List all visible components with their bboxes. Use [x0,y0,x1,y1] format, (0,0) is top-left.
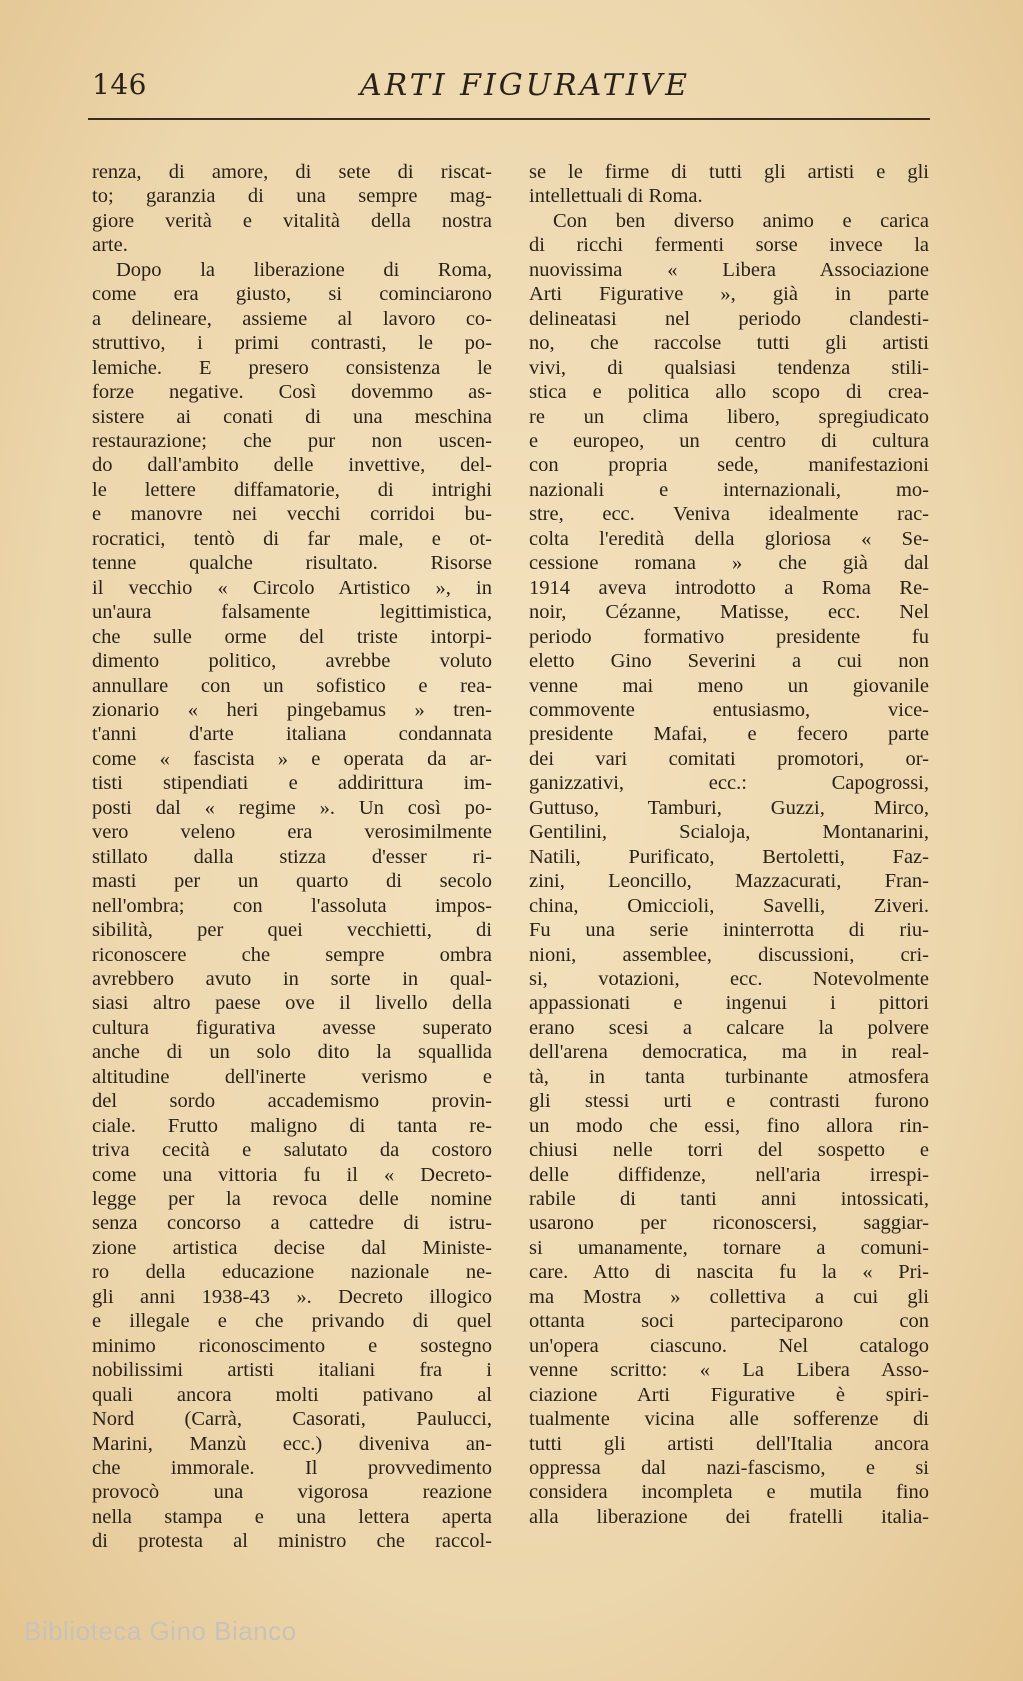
text-line: Marini, Manzù ecc.) diveniva an- [92,1432,492,1455]
text-line: tenne qualche risultato. Risorse [92,552,492,575]
text-line: annullare con un sofistico e rea- [92,674,492,697]
text-line: considera incompleta e mutila fino [529,1481,929,1504]
text-line: ro della educazione nazionale ne- [92,1261,492,1284]
text-line: sistere ai conati di una meschina [92,405,492,428]
text-line: struttivo, i primi contrasti, le po- [92,332,492,355]
page-number: 146 [92,68,147,101]
text-line: di ricchi fermenti sorse invece la [529,234,929,257]
text-line: renza, di amore, di sete di riscat- [92,161,492,183]
text-line: stillato dalla stizza d'esser ri- [92,845,492,868]
text-line: le lettere diffamatorie, di intrighi [92,478,492,501]
text-line: china, Omiccioli, Savelli, Ziveri. [529,894,929,917]
text-line: un modo che essi, fino allora rin- [529,1114,929,1137]
text-line: rabile di tanti anni intossicati, [529,1188,929,1211]
text-line: dell'arena democratica, ma in real- [529,1041,929,1064]
text-line: ciazione Arti Figurative è spiri- [529,1383,929,1406]
right-text-column [529,160,929,1529]
text-line: arte. [92,234,128,257]
text-line: nuovissima « Libera Associazione [529,258,929,281]
text-line: do dall'ambito delle invettive, del- [92,454,492,477]
text-line: venne mai meno un giovanile [529,674,929,697]
text-line: nazionali e internazionali, mo- [529,478,929,501]
text-line: ciale. Frutto maligno di tanta re- [92,1114,492,1137]
text-line: con propria sede, manifestazioni [529,454,929,477]
text-line: anche di un solo dito la squallida [92,1041,492,1064]
text-line: tisti stipendiati e addirittura im- [92,772,492,795]
text-line: a delineare, assieme al lavoro co- [92,307,492,330]
text-line: noir, Cézanne, Matisse, ecc. Nel [529,601,929,624]
text-line: appassionati e ingenui i pittori [529,992,929,1015]
text-line: periodo formativo presidente fu [529,625,929,648]
text-line: presidente Mafai, e fecero parte [529,723,929,746]
text-line: come « fascista » e operata da ar- [92,747,492,770]
library-watermark: Biblioteca Gino Bianco [24,1616,297,1646]
left-text-column [92,160,492,1554]
text-line: sibilità, per quei vecchietti, di [92,919,492,942]
text-line: cultura figurativa avesse superato [92,1016,492,1039]
text-line: avrebbero avuto in sorte in qual- [92,967,492,990]
text-line: e manovre nei vecchi corridoi bu- [92,503,492,526]
text-line: venne scritto: « La Libera Asso- [529,1359,929,1382]
text-line: riconoscere che sempre ombra [92,943,492,966]
text-line: forze negative. Così dovemmo as- [92,381,492,404]
text-line: nell'ombra; con l'assoluta impos- [92,894,492,917]
text-line: stica e politica allo scopo di crea- [529,381,929,404]
text-line: siasi altro paese ove il livello della [92,992,492,1015]
text-line: zini, Leoncillo, Mazzacurati, Fran- [529,870,929,893]
text-line: Arti Figurative », già in parte [529,283,929,306]
text-line: nioni, assemblee, discussioni, cri- [529,943,929,966]
text-line: un'opera ciascuno. Nel catalogo [529,1334,929,1357]
text-line: re un clima libero, spregiudicato [529,405,929,428]
text-line: to; garanzia di una sempre mag- [92,185,492,208]
text-line: masti per un quarto di secolo [92,870,492,893]
text-line: care. Atto di nascita fu la « Pri- [529,1261,929,1284]
text-line: di protesta al ministro che raccol- [92,1530,492,1553]
text-line: se le firme di tutti gli artisti e gli [529,161,929,183]
text-line: cessione romana » che già dal [529,552,929,575]
text-line: ganizzativi, ecc.: Capogrossi, [529,772,929,795]
text-line: 1914 aveva introdotto a Roma Re- [529,576,929,599]
text-line: e europeo, un centro di cultura [529,429,929,452]
text-line: ma Mostra » collettiva a cui gli [529,1285,929,1308]
text-line: delle diffidenze, nell'aria irrespi- [529,1163,929,1186]
text-line: gli anni 1938-43 ». Decreto illogico [92,1285,492,1308]
text-line: come era giusto, si cominciarono [92,283,492,306]
text-line: ottanta soci parteciparono con [529,1310,929,1333]
text-line: Guttuso, Tamburi, Guzzi, Mirco, [529,796,929,819]
text-line: si umanamente, tornare a comuni- [529,1236,929,1259]
text-line: lemiche. E presero consistenza le [92,356,492,379]
text-line: e illegale e che privando di quel [92,1310,492,1333]
text-line: colta l'eredità della gloriosa « Se- [529,527,929,550]
text-line: del sordo accademismo provin- [92,1090,492,1113]
text-line: Dopo la liberazione di Roma, [116,258,492,281]
text-line: giore verità e vitalità della nostra [92,209,492,232]
text-line: Con ben diverso animo e carica [553,209,929,232]
text-line: posti dal « regime ». Un così po- [92,796,492,819]
text-line: restaurazione; che pur non uscen- [92,429,492,452]
text-line: un'aura falsamente legittimistica, [92,601,492,624]
text-line: legge per la revoca delle nomine [92,1188,492,1211]
text-line: che sulle orme del triste intorpi- [92,625,492,648]
text-line: dimento politico, avrebbe voluto [92,650,492,673]
text-line: minimo riconoscimento e sostegno [92,1334,492,1357]
text-line: alla liberazione dei fratelli italia- [529,1505,929,1528]
text-line: tutti gli artisti dell'Italia ancora [529,1432,929,1455]
text-line: che immorale. Il provvedimento [92,1457,492,1480]
text-line: dei vari comitati promotori, or- [529,747,929,770]
text-line: tualmente vicina alle sofferenze di [529,1408,929,1431]
text-line: nobilissimi artisti italiani fra i [92,1359,492,1382]
text-line: vero veleno era verosimilmente [92,821,492,844]
text-line: vivi, di qualsiasi tendenza stili- [529,356,929,379]
text-line: tà, in tanta turbinante atmosfera [529,1065,929,1088]
text-line: t'anni d'arte italiana condannata [92,723,492,746]
text-line: senza concorso a cattedre di istru- [92,1212,492,1235]
text-line: provocò una vigorosa reazione [92,1481,492,1504]
text-line: eletto Gino Severini a cui non [529,650,929,673]
text-line: intellettuali di Roma. [529,185,703,208]
text-line: il vecchio « Circolo Artistico », in [92,576,492,599]
text-line: Gentilini, Scialoja, Montanarini, [529,821,929,844]
text-line: Nord (Carrà, Casorati, Paulucci, [92,1408,492,1431]
text-line: gli stessi urti e contrasti furono [529,1090,929,1113]
text-line: Fu una serie ininterrotta di riu- [529,919,929,942]
text-line: quali ancora molti pativano al [92,1383,492,1406]
text-line: altitudine dell'inerte verismo e [92,1065,492,1088]
text-line: usarono per riconoscersi, saggiar- [529,1212,929,1235]
header-rule [88,118,930,120]
text-line: si, votazioni, ecc. Notevolmente [529,967,929,990]
text-line: nella stampa e una lettera aperta [92,1505,492,1528]
text-line: rocratici, tentò di far male, e ot- [92,527,492,550]
text-line: zione artistica decise dal Ministe- [92,1236,492,1259]
running-title: ARTI FIGURATIVE [360,68,691,103]
text-line: triva cecità e salutato da costoro [92,1139,492,1162]
text-line: erano scesi a calcare la polvere [529,1016,929,1039]
text-line: oppressa dal nazi-fascismo, e si [529,1457,929,1480]
text-line: no, che raccolse tutti gli artisti [529,332,929,355]
text-line: chiusi nelle torri del sospetto e [529,1139,929,1162]
text-line: Natili, Purificato, Bertoletti, Faz- [529,845,929,868]
text-line: come una vittoria fu il « Decreto- [92,1163,492,1186]
text-line: zionario « heri pingebamus » tren- [92,698,492,721]
text-line: delineatasi nel periodo clandesti- [529,307,929,330]
text-line: commovente entusiasmo, vice- [529,698,929,721]
text-line: stre, ecc. Veniva idealmente rac- [529,503,929,526]
